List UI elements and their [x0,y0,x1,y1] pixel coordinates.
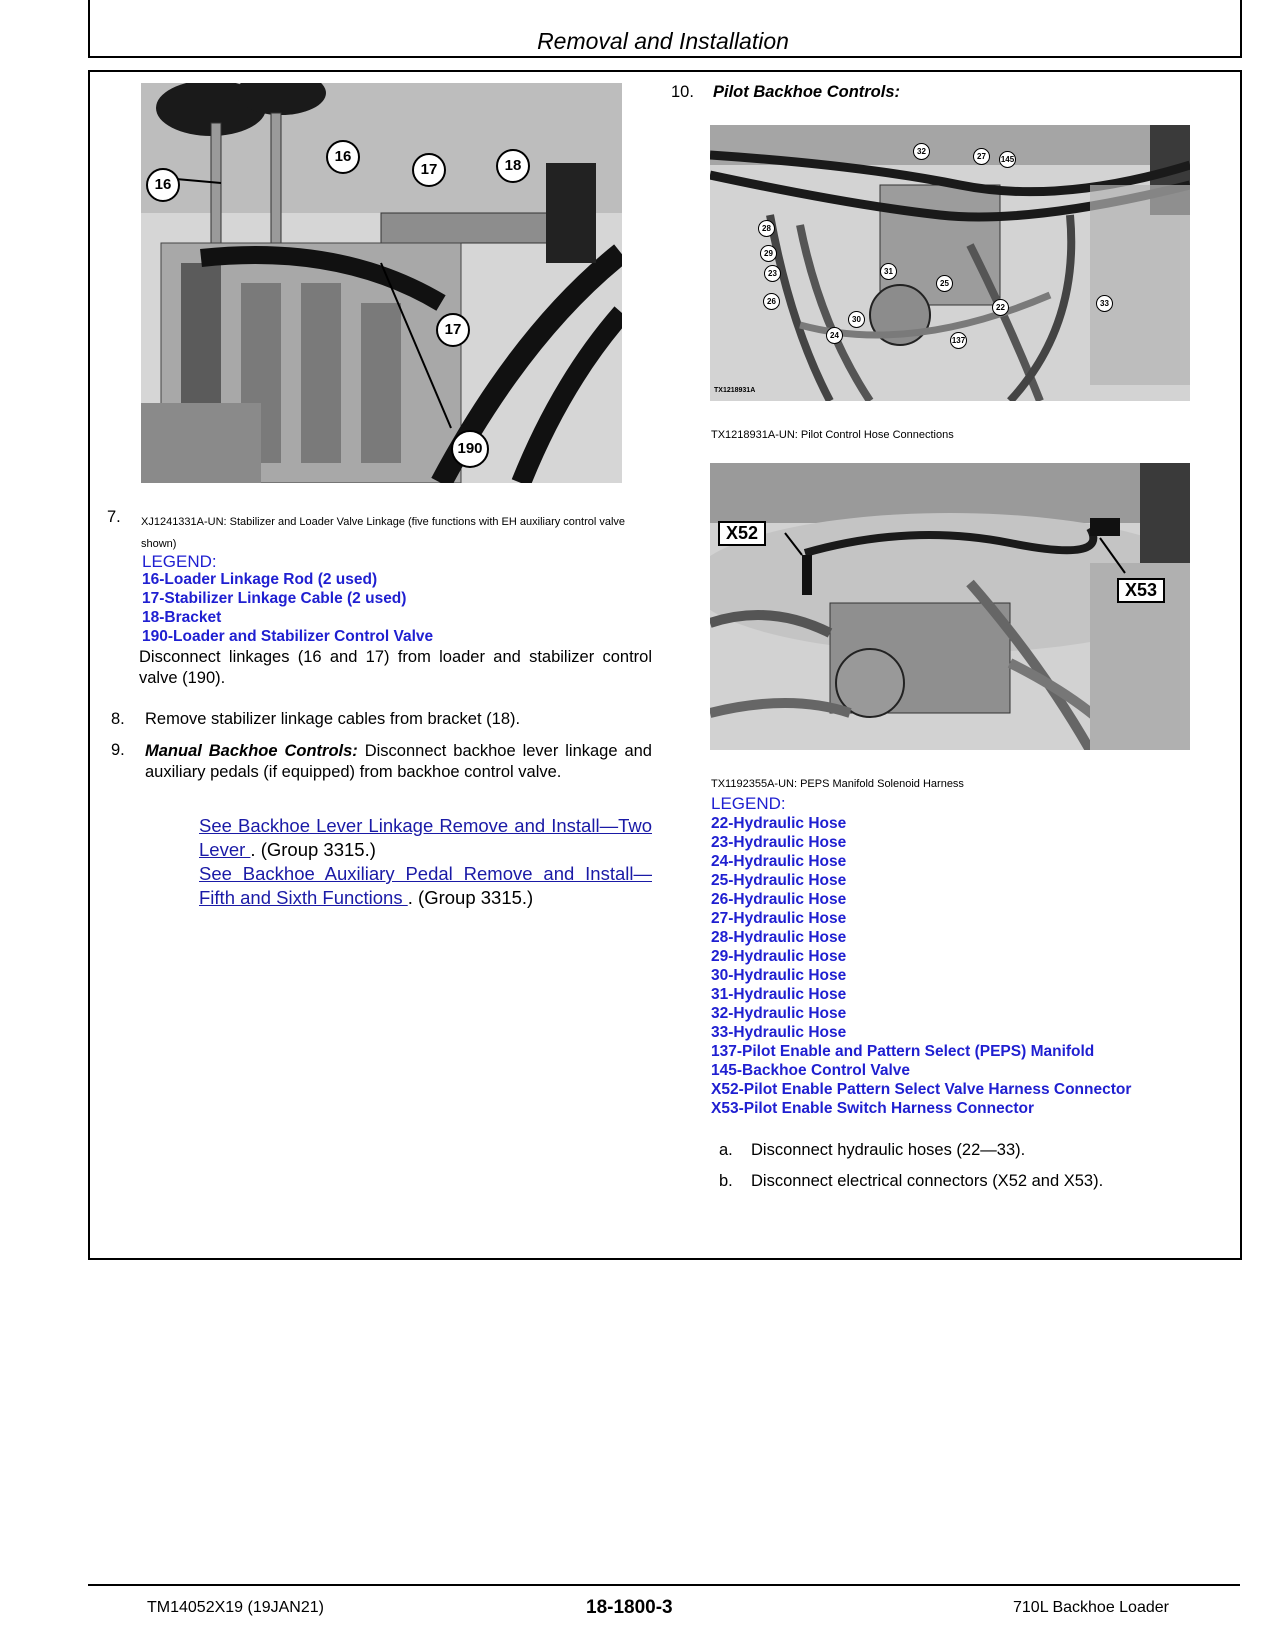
callout-16-left: 16 [146,168,180,202]
footer-model: 710L Backhoe Loader [1013,1599,1169,1616]
figure3-legend-item: 23-Hydraulic Hose [711,834,847,851]
figure3-legend-item: 33-Hydraulic Hose [711,1024,847,1041]
substep-a-letter: a. [719,1141,733,1159]
hose-callout-137: 137 [950,332,967,349]
hose-callout-27: 27 [973,148,990,165]
tag-x52: X52 [718,521,766,546]
callout-17-bottom: 17 [436,313,470,347]
step-9-title: Manual Backhoe Controls: [145,742,358,760]
figure3-legend-item: 26-Hydraulic Hose [711,891,847,908]
figure-peps-harness [710,463,1190,750]
figure3-legend-list [711,815,1181,1119]
step-10-number: 10. [671,83,694,101]
figure1-caption: XJ1241331A-UN: Stabilizer and Loader Valve Linkage (five functions with EH auxiliary control valve shown) [141,516,626,550]
substep-b-letter: b. [719,1172,733,1190]
step-9-link-2-wrap [199,862,652,910]
hose-callout-30: 30 [848,311,865,328]
footer-page-number: 18-1800-3 [586,1597,673,1618]
footer-rule [88,1584,1240,1586]
callout-17-top: 17 [412,153,446,187]
hose-callout-22: 22 [992,299,1009,316]
tag-x53: X53 [1117,578,1165,603]
page-title: Removal and Installation [537,28,789,54]
figure3-legend-item: 145-Backhoe Control Valve [711,1062,910,1079]
link-backhoe-lever-linkage[interactable]: See Backhoe Lever Linkage Remove and Install—Two Lever [199,815,652,860]
pilot-hose-illustration [710,125,1190,401]
valve-linkage-illustration [141,83,622,483]
figure3-legend-item: 32-Hydraulic Hose [711,1005,847,1022]
hose-callout-29: 29 [760,245,777,262]
figure3-legend-item: X52-Pilot Enable Pattern Select Valve Harness Connector [711,1081,1132,1098]
callout-18: 18 [496,149,530,183]
figure-pilot-control-hoses [710,125,1190,401]
figure3-legend-item: 24-Hydraulic Hose [711,853,847,870]
figure1-legend-item: 17-Stabilizer Linkage Cable (2 used) [142,590,407,607]
figure3-legend-item: 29-Hydraulic Hose [711,948,847,965]
figure3-caption: TX1192355A-UN: PEPS Manifold Solenoid Harness [711,778,964,790]
figure1-legend-title: LEGEND: [142,552,217,571]
step-10-title [713,83,900,102]
step-9-text: Disconnect backhoe lever linkage and auxiliary pedals (if equipped) from backhoe control valve. [145,742,652,781]
hose-callout-28: 28 [758,220,775,237]
step-7-text: Disconnect linkages (16 and 17) from loader and stabilizer control valve (190). [139,648,652,687]
figure1-legend-item: 190-Loader and Stabilizer Control Valve [142,628,434,645]
step-9-link-1-wrap [199,814,652,862]
figure2-image-id: TX1218931A [714,387,756,394]
callout-16-right: 16 [326,140,360,174]
hose-callout-23: 23 [764,265,781,282]
figure1-legend-item: 16-Loader Linkage Rod (2 used) [142,571,378,588]
hose-callout-26: 26 [763,293,780,310]
hose-callout-24: 24 [826,327,843,344]
hose-callout-31: 31 [880,263,897,280]
figure3-legend-item: 137-Pilot Enable and Pattern Select (PEPS) Manifold [711,1043,1095,1060]
figure-valve-linkage [141,83,622,483]
figure3-legend-item: 28-Hydraulic Hose [711,929,847,946]
peps-harness-illustration [710,463,1190,750]
figure1-legend-item: 18-Bracket [142,609,222,626]
link-1-group: . (Group 3315.) [250,839,376,860]
callout-190: 190 [451,430,489,468]
link-2-group: . (Group 3315.) [407,887,534,908]
figure3-legend-item: 25-Hydraulic Hose [711,872,847,889]
hose-callout-25: 25 [936,275,953,292]
step-9-paragraph [145,741,652,783]
step-8-number: 8. [111,710,125,728]
figure3-legend-item: 27-Hydraulic Hose [711,910,847,927]
figure3-legend-item: 30-Hydraulic Hose [711,967,847,984]
figure3-legend-item: X53-Pilot Enable Switch Harness Connector [711,1100,1034,1117]
step-8-text: Remove stabilizer linkage cables from bracket (18). [145,710,521,728]
substep-b-text: Disconnect electrical connectors (X52 and X53). [751,1172,1104,1190]
figure3-legend-title: LEGEND: [711,794,786,813]
hose-callout-32: 32 [913,143,930,160]
figure2-caption: TX1218931A-UN: Pilot Control Hose Connections [711,429,954,441]
step-7-number: 7. [107,508,121,526]
substep-a-text: Disconnect hydraulic hoses (22—33). [751,1141,1026,1159]
hose-callout-33: 33 [1096,295,1113,312]
hose-callout-145: 145 [999,151,1016,168]
footer-doc-id: TM14052X19 (19JAN21) [147,1599,324,1616]
figure3-legend-item: 22-Hydraulic Hose [711,815,847,832]
figure3-legend-item: 31-Hydraulic Hose [711,986,847,1003]
link-backhoe-auxiliary-pedal[interactable]: See Backhoe Auxiliary Pedal Remove and Install—Fifth and Sixth Functions [199,863,652,908]
step-9-number: 9. [111,741,125,759]
step-10-title-text: Pilot Backhoe Controls: [713,83,901,101]
